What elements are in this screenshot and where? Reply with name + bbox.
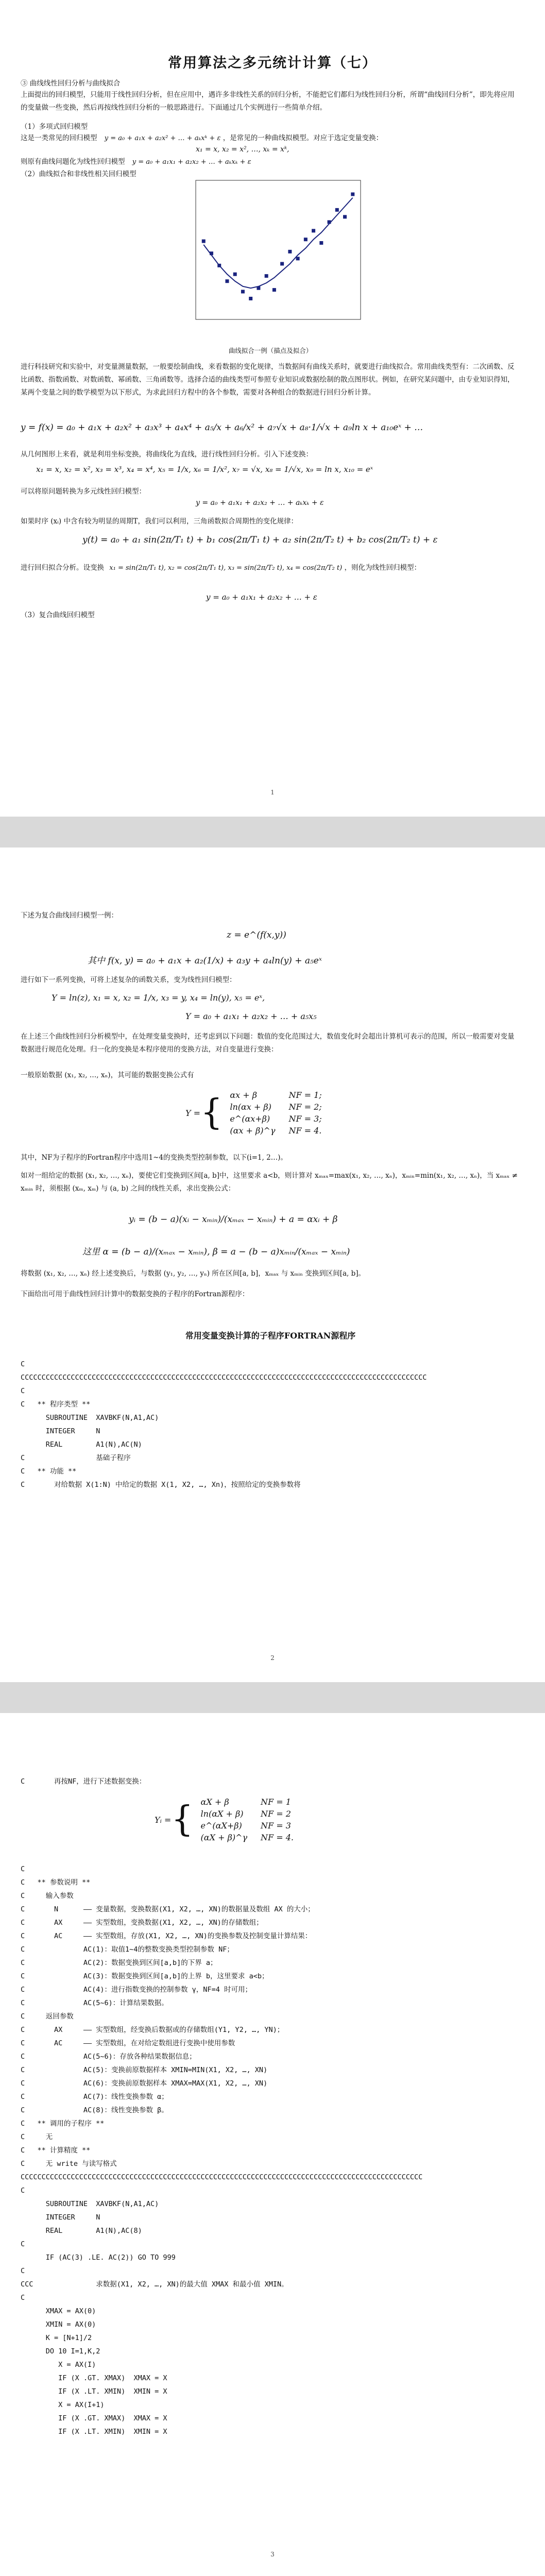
page-title: 常用算法之多元统计计算（七） — [168, 55, 377, 71]
brace: { — [171, 1799, 194, 1840]
paragraph: 将数据 (x₁, x₂, …, xₙ) 经上述变换后，与数据 (y₁, y₂, …, yₙ) 所在区间[a, b]，xₘₐₓ 与 xₘᵢₙ 变换到区间[a, b]。 — [21, 1269, 366, 1278]
paragraph: 下述为复合曲线回归模型一例： — [21, 911, 118, 920]
formula: x₁ = x, x₂ = x², …, xₖ = xᵏ, — [196, 145, 289, 154]
data-point — [272, 288, 276, 292]
data-point — [304, 238, 308, 241]
formula: y = a₀ + a₁x₁ + a₂x₂ + … + aₖxₖ + ε — [132, 158, 251, 166]
paragraph: 下面给出可用于曲线性回归计算中的数据变换的子程序的Fortran源程序： — [21, 1290, 249, 1298]
cases-lhs: Y = — [185, 1108, 201, 1118]
paragraph: 则原有曲线问题化为线性回归模型 y = a₀ + a₁x₁ + a₂x₂ + … + aₖxₖ + ε — [21, 158, 251, 166]
case-row: e^(αX+β) NF = 3 — [200, 1821, 291, 1831]
program-title: 常用变量变换计算的子程序FORTRAN源程序 — [185, 1331, 356, 1341]
formula: z = e^(f(x,y)) — [227, 930, 286, 940]
formula: x₁ = x, x₂ = x², x₃ = x³, x₄ = x⁴, x₅ = 1/x, x₆ = 1/x², x₇ = √x, x₈ = 1/√x, x₉ = ln x, x₁₀ = eˣ — [36, 465, 373, 474]
case-row: αX + β NF = 1 — [200, 1797, 291, 1807]
formula: y(t) = a₀ + a₁ sin(2π/T₁ t) + b₁ cos(2π/T₁ t) + a₂ sin(2π/T₂ t) + b₂ cos(2π/T₂ t) + ε — [82, 535, 438, 545]
paragraph: 这是一类常见的回归模型 y = a₀ + a₁x + a₂x² + … + aₖxᵏ + ε ，是常见的一种曲线拟模型。对应于选定变量变换： — [21, 134, 383, 142]
page-number: 1 — [270, 789, 275, 796]
transform-cases — [185, 1089, 329, 1137]
transform-cases — [155, 1795, 301, 1844]
cases-lhs: Yᵢ = — [155, 1815, 172, 1825]
formula: 其中 f(x, y) = a₀ + a₁x + a₂(1/x) + a₃y + a₄ln(y) + a₅eˣ — [88, 956, 322, 966]
brace: { — [200, 1092, 223, 1133]
data-point — [249, 297, 252, 300]
data-point — [241, 290, 245, 294]
data-point — [312, 229, 315, 232]
data-point — [202, 240, 206, 243]
page-1 — [0, 0, 545, 817]
formula: x₁ = sin(2π/T₁ t), x₂ = cos(2π/T₁ t), x₃ = sin(2π/T₂ t), x₄ = cos(2π/T₂ t) — [109, 564, 343, 572]
formula: y = f(x) = a₀ + a₁x + a₂x² + a₃x³ + a₄x⁴ + a₅/x + a₆/x² + a₇√x + a₈·1/√x + a₉ln x + a₁₀eˣ + … — [21, 422, 423, 433]
case-row: αx + β NF = 1; — [230, 1090, 322, 1100]
fortran-code: C 再按NF，进行下述数据变换： — [21, 1777, 146, 1786]
data-point — [217, 264, 221, 267]
data-point — [280, 262, 284, 266]
formula: Y = ln(z), x₁ = x, x₂ = 1/x, x₃ = y, x₄ = ln(y), x₅ = eˣ, — [52, 993, 265, 1003]
formula: 这里 α = (b − a)/(xₘₐₓ − xₘᵢₙ), β = a − (b − a)xₘᵢₙ/(xₘₐₓ − xₘᵢₙ) — [82, 1247, 350, 1257]
paragraph: 一般原始数据 (x₁, x₂, …, xₙ)，其可能的数据变换公式有 — [21, 1071, 194, 1079]
formula: y = a₀ + a₁x₁ + a₂x₂ + … + aₖxₖ + ε — [196, 499, 324, 507]
curve-fit-figure — [180, 175, 366, 340]
cases-table — [223, 1089, 329, 1137]
section-heading: ③ 曲线线性回归分析与曲线拟合 — [21, 79, 121, 88]
paragraph: 上面提出的回归模型，只能用于线性回归分析，但在应用中，遇许多非线性关系的回归分析，不能把它们都归为线性回归分析，所谓“曲线回归分析”，即先将应用的变量做一些变换，然后再按线性回归分析的一般思路进行。下面通过几个实例进行一些简单介绍。 — [21, 91, 515, 112]
data-point — [335, 208, 339, 212]
data-point — [225, 279, 229, 283]
figure-caption: 曲线拟合一例（描点及拟合） — [228, 347, 313, 354]
formula: y = a₀ + a₁x₁ + a₂x₂ + … + ε — [206, 592, 317, 602]
page-number: 2 — [270, 1654, 275, 1662]
data-point — [288, 250, 292, 253]
paragraph: 进行如下一系列变换，可将上述复杂的函数关系，变为线性回归模型： — [21, 976, 236, 984]
data-point — [265, 274, 268, 278]
item-heading: （2）曲线拟合和非线性相关回归模型 — [21, 170, 137, 178]
page-2 — [0, 848, 545, 1682]
data-point — [343, 215, 347, 218]
fortran-code: C C ** 参数说明 ** C 输入参数 C N —— 变量数据，变换数据(X1, X2, …, XN)的数据量及数组 AX 的大小； C AX —— 实型数组，变换数据(X1, X2, …, XN)的存储数组； C AC —— 实型数组，存放(X1, X2, …, XN)的变换参数及控制变量计算结果： C AC(1)：取值1~4的整数变换类型控制参数 NF； C AC(2)：数据变换到区间[a,b]的下界 a； C AC(3)：数据变换到区间[a,b]的上界 b，这里要求 a<b； C AC(4)：进行指数变换的控制参数 γ，NF=4 时可用； C AC(5~6)：计算结果数据。 C 返回参数 C AX —— 实型数组，经变换后数据或的存储数组(Y1, Y2, …, YN)； C AC —— 实型数组，在对给定数组进行变换中使用参数 C AC(5~6)：存放各种结果数据信息； C AC(5)：变换前原数据样本 XMIN=MIN(X1, X2, …, XN) C AC(6)：变换前原数据样本 XMAX=MAX(X1, X2, …, XN) C AC(7)：线性变换参数 α； C AC(8)：线性变换参数 β。 C ** 调用的子程序 ** C 无 C ** 计算精度 ** C 无 write 与读写格式 CCCCCCCCCCCCCCCCCCCCCCCCCCCCCCCCCCCCCCCCCCCCCCCCCCCCCCCCCCCCCCCCCCCCCCCCCCCCCCCCCCCCCCCCCCCCCCCC C SUBROUTINE XAVBKF(N,A1,AC) INTEGER N REAL A1(N),AC(8) C IF (AC(3) .LE. AC(2)) GO TO 999 C CCC 求数据(X1, X2, …, XN)的最大值 XMAX 和最小值 XMIN。 C XMAX = AX(0) XMIN = AX(0) K = [N+1]/2 DO 10 I=1,K,2 X = AX(I) IF (X .GT. XMAX) XMAX = X IF (X .LT. XMIN) XMIN = X X = AX(I+1) IF (X .GT. XMAX) XMAX = X IF (X .LT. XMIN) XMIN = X — [21, 1865, 423, 2436]
page-3 — [0, 1713, 545, 2576]
page-number: 3 — [270, 2551, 275, 2558]
plot-frame — [196, 180, 361, 319]
data-point — [351, 193, 354, 196]
paragraph: 进行回归拟合分析。设变换 x₁ = sin(2π/T₁ t), x₂ = cos(2π/T₁ t), x₃ = sin(2π/T₂ t), x₄ = cos(2π/T₂ t) ，则化为线性回归模型： — [21, 564, 421, 572]
case-row: ln(αX + β) NF = 2 — [200, 1809, 291, 1819]
case-row: ln(αx + β) NF = 2; — [230, 1102, 322, 1112]
data-point — [296, 257, 300, 260]
item-heading: （3）复合曲线回归模型 — [21, 611, 95, 619]
data-point — [257, 286, 260, 290]
data-point — [210, 251, 213, 255]
paragraph: 在上述三个曲线性回归分析模型中，在处理变量变换时，还考虑到以下问题：数值的变化范围过大，数值变化时会超出计算机可表示的范围，所以一般需要对变量数据进行规范化处理。归一化的变换是本程序使用的变换方法，对自变量进行变换： — [21, 1032, 515, 1054]
case-row: (αX + β)^γ NF = 4. — [200, 1833, 294, 1842]
formula: Y = a₀ + a₁x₁ + a₂x₂ + … + a₅x₅ — [185, 1011, 317, 1021]
formula: yᵢ = (b − a)(xᵢ − xₘᵢₙ)/(xₘₐₓ − xₘᵢₙ) + a = αxᵢ + β — [129, 1214, 338, 1225]
data-point — [233, 273, 237, 276]
formula: y = a₀ + a₁x + a₂x² + … + aₖxᵏ + ε — [104, 134, 221, 142]
paragraph: 其中，NF为子程序的Fortran程序中选用1~4的变换类型控制参数，以下(i=1, 2…)。 — [21, 1154, 287, 1162]
paragraph: 可以将原问题转换为多元线性回归模型： — [21, 487, 146, 496]
cases-table — [194, 1795, 301, 1844]
case-row: (αx + β)^γ NF = 4. — [230, 1126, 322, 1136]
data-point — [319, 241, 323, 245]
paragraph: 如果时序 (xᵢ) 中含有较为明显的周期T，我们可以利用，三角函数拟合周期性的变化规律： — [21, 517, 298, 526]
fortran-code: C CCCCCCCCCCCCCCCCCCCCCCCCCCCCCCCCCCCCCCCCCCCCCCCCCCCCCCCCCCCCCCCCCCCCCCCCCCCCCCCCCCCCCCCCCCCCCCCCC C C ** 程序类型 ** SUBROUTINE XAVBKF(N,A1,AC) INTEGER N REAL A1(N),AC(N) C 基础子程序 C ** 功能 ** C 对给数据 X(1:N) 中给定的数据 X(1, X2, …, Xn)，按照给定的变换参数将 — [21, 1360, 427, 1489]
data-point — [328, 221, 331, 224]
paragraph: 进行科技研究和实验中，对变量测量数据，一般要绘制曲线，来看数据的变化规律，当数据间有曲线关系时，就要进行曲线拟合。常用曲线类型有：二次函数、反比函数、指数函数、对数函数、幂函数、三角函数等。选择合适的曲线类型可参照专业知识或数据绘制的散点图形状。例如，在研究某问题中，由专业知识得知，某两个变量之间的数学模型为以下形式，为求此回归方程中的各个参数，需要对各种组合的数据进行回归分析计算。 — [21, 363, 515, 397]
paragraph: 如对一组给定的数据 (x₁, x₂, …, xₙ)，要使它们变换到区间[a, b]中，这里要求 a<b，则计算对 xₘₐₓ=max(x₁, x₂, …, xₙ)，xₘᵢₙ=min(x₁, x₂, …, xₙ)，当 xₘₐₓ ≠ xₘᵢₙ 时，须根据 (xₘ, xₘ) 与 (a, b) 之间的线性关系，求出变换公式： — [21, 1172, 518, 1193]
item-heading: （1）多项式回归模型 — [21, 123, 88, 131]
case-row: e^(αx+β) NF = 3; — [230, 1114, 322, 1124]
paragraph: 从几何图形上来看，就是利用坐标变换，将曲线化为直线，进行线性回归分析。引入下述变换： — [21, 450, 313, 459]
